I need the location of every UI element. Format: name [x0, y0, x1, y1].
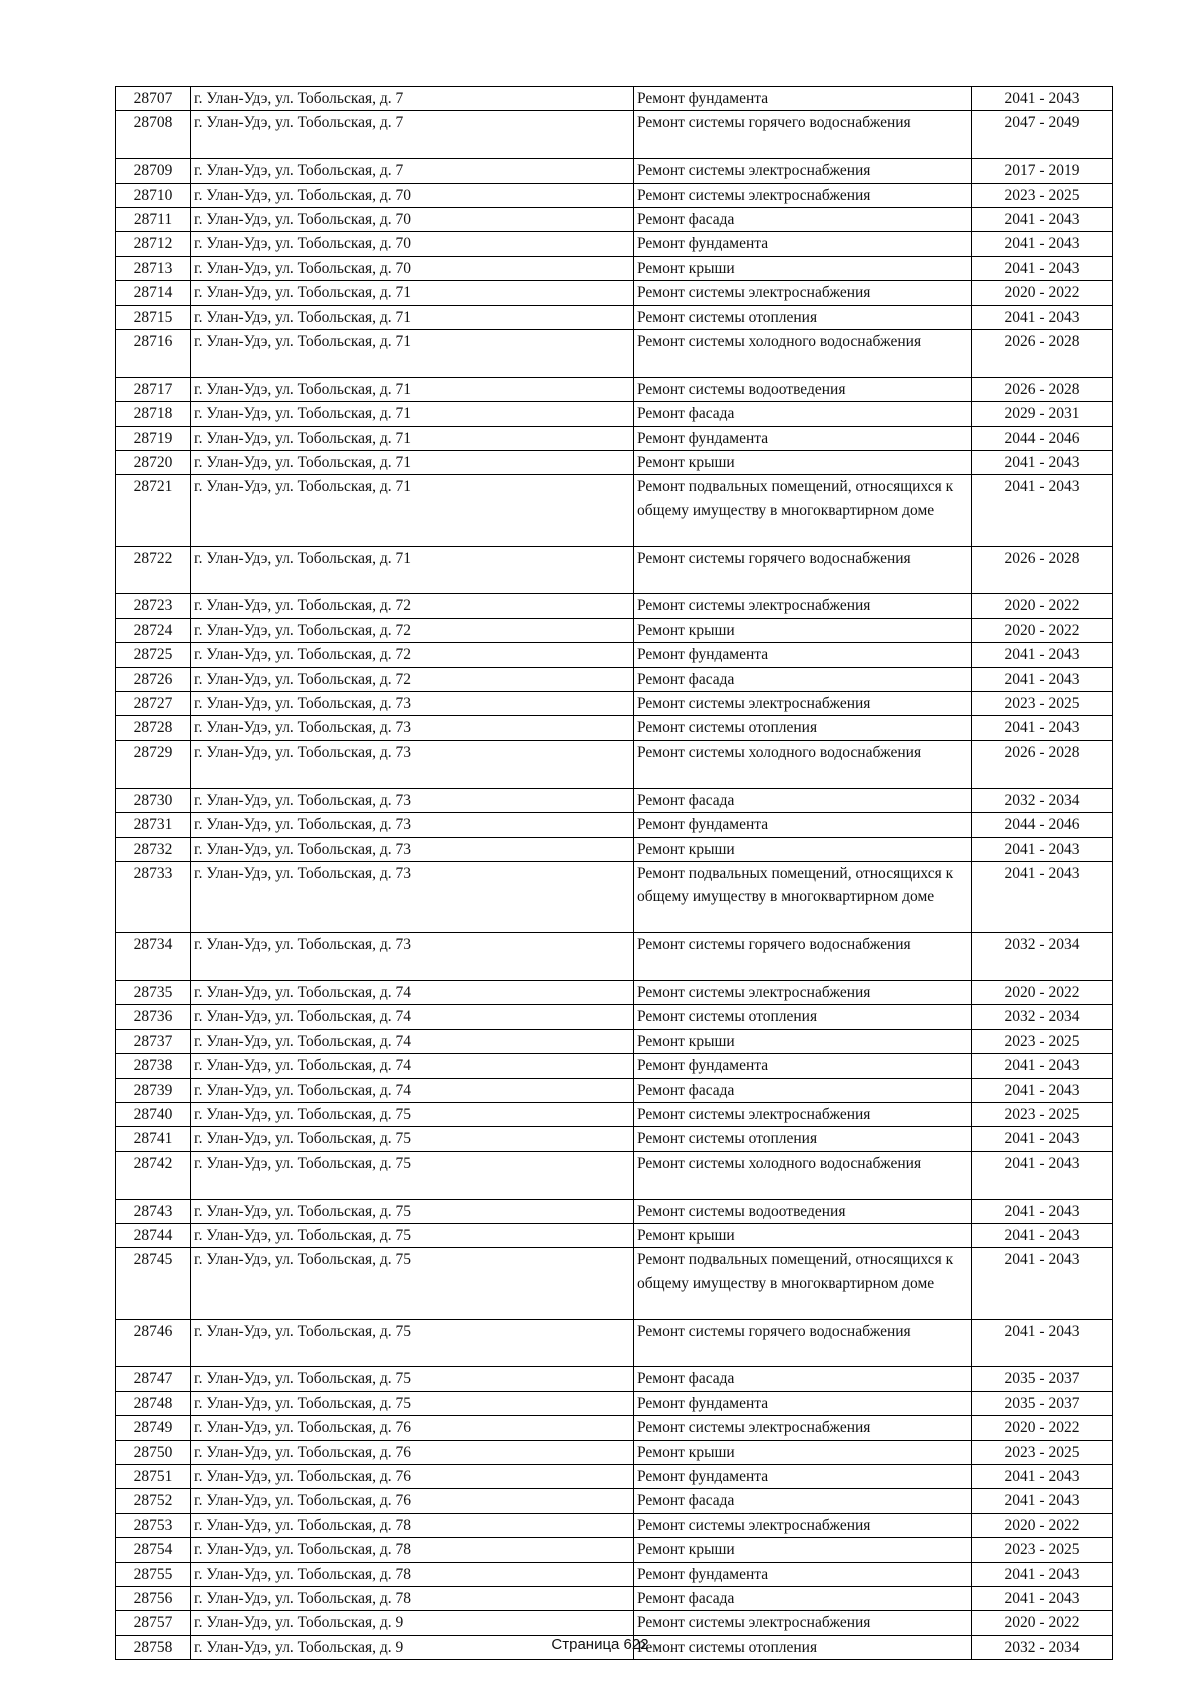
row-number: 28726 [116, 667, 191, 691]
table-row [116, 643, 1113, 667]
row-period: 2032 - 2034 [972, 1005, 1113, 1029]
row-work-type: Ремонт системы электроснабжения [634, 183, 972, 207]
row-work-type: Ремонт фундамента [634, 1391, 972, 1415]
row-address: г. Улан-Удэ, ул. Тобольская, д. 7 [191, 159, 634, 183]
row-address: г. Улан-Удэ, ул. Тобольская, д. 71 [191, 402, 634, 426]
row-address: г. Улан-Удэ, ул. Тобольская, д. 72 [191, 594, 634, 618]
row-period: 2041 - 2043 [972, 667, 1113, 691]
row-number: 28744 [116, 1223, 191, 1247]
row-period: 2041 - 2043 [972, 1319, 1113, 1367]
row-work-type: Ремонт подвальных помещений, относящихся к общему имуществу в многоквартирном доме [634, 861, 972, 932]
row-period: 2023 - 2025 [972, 1440, 1113, 1464]
row-number: 28751 [116, 1464, 191, 1488]
table-row [116, 330, 1113, 378]
row-address: г. Улан-Удэ, ул. Тобольская, д. 74 [191, 980, 634, 1004]
table-row [116, 933, 1113, 981]
row-number: 28733 [116, 861, 191, 932]
row-number: 28752 [116, 1489, 191, 1513]
table-row [116, 377, 1113, 401]
row-period: 2041 - 2043 [972, 475, 1113, 546]
row-address: г. Улан-Удэ, ул. Тобольская, д. 76 [191, 1464, 634, 1488]
table-row [116, 594, 1113, 618]
table-row [116, 232, 1113, 256]
row-address: г. Улан-Удэ, ул. Тобольская, д. 76 [191, 1489, 634, 1513]
row-number: 28728 [116, 716, 191, 740]
row-work-type: Ремонт системы электроснабжения [634, 692, 972, 716]
table-row [116, 1054, 1113, 1078]
row-number: 28713 [116, 256, 191, 280]
row-address: г. Улан-Удэ, ул. Тобольская, д. 71 [191, 377, 634, 401]
row-address: г. Улан-Удэ, ул. Тобольская, д. 75 [191, 1319, 634, 1367]
table-row [116, 402, 1113, 426]
table-row [116, 426, 1113, 450]
row-number: 28743 [116, 1199, 191, 1223]
row-address: г. Улан-Удэ, ул. Тобольская, д. 75 [191, 1151, 634, 1199]
table-row [116, 1102, 1113, 1126]
row-work-type: Ремонт системы электроснабжения [634, 1416, 972, 1440]
row-work-type: Ремонт системы электроснабжения [634, 1102, 972, 1126]
row-address: г. Улан-Удэ, ул. Тобольская, д. 78 [191, 1586, 634, 1610]
row-period: 2041 - 2043 [972, 1127, 1113, 1151]
row-period: 2023 - 2025 [972, 183, 1113, 207]
row-period: 2041 - 2043 [972, 1248, 1113, 1319]
row-period: 2026 - 2028 [972, 546, 1113, 594]
table-row [116, 1586, 1113, 1610]
table-body [116, 87, 1113, 1660]
table-row [116, 87, 1113, 111]
row-period: 2026 - 2028 [972, 740, 1113, 788]
row-period: 2020 - 2022 [972, 1513, 1113, 1537]
row-work-type: Ремонт подвальных помещений, относящихся к общему имуществу в многоквартирном доме [634, 1248, 972, 1319]
table-row [116, 159, 1113, 183]
row-work-type: Ремонт системы электроснабжения [634, 159, 972, 183]
row-address: г. Улан-Удэ, ул. Тобольская, д. 75 [191, 1102, 634, 1126]
table-row [116, 1248, 1113, 1319]
row-period: 2041 - 2043 [972, 1586, 1113, 1610]
row-address: г. Улан-Удэ, ул. Тобольская, д. 74 [191, 1029, 634, 1053]
row-number: 28757 [116, 1611, 191, 1635]
row-address: г. Улан-Удэ, ул. Тобольская, д. 73 [191, 716, 634, 740]
row-address: г. Улан-Удэ, ул. Тобольская, д. 7 [191, 87, 634, 111]
row-number: 28708 [116, 111, 191, 159]
row-address: г. Улан-Удэ, ул. Тобольская, д. 74 [191, 1005, 634, 1029]
row-work-type: Ремонт фасада [634, 208, 972, 232]
table-row [116, 1005, 1113, 1029]
row-address: г. Улан-Удэ, ул. Тобольская, д. 75 [191, 1367, 634, 1391]
row-period: 2041 - 2043 [972, 256, 1113, 280]
table-row [116, 1391, 1113, 1415]
row-work-type: Ремонт крыши [634, 618, 972, 642]
row-work-type: Ремонт системы водоотведения [634, 377, 972, 401]
row-number: 28750 [116, 1440, 191, 1464]
row-number: 28740 [116, 1102, 191, 1126]
row-number: 28736 [116, 1005, 191, 1029]
row-number: 28739 [116, 1078, 191, 1102]
row-number: 28712 [116, 232, 191, 256]
row-number: 28727 [116, 692, 191, 716]
row-address: г. Улан-Удэ, ул. Тобольская, д. 76 [191, 1416, 634, 1440]
row-work-type: Ремонт фасада [634, 788, 972, 812]
row-work-type: Ремонт фундамента [634, 1562, 972, 1586]
row-address: г. Улан-Удэ, ул. Тобольская, д. 7 [191, 111, 634, 159]
table-row [116, 740, 1113, 788]
row-address: г. Улан-Удэ, ул. Тобольская, д. 73 [191, 813, 634, 837]
row-number: 28723 [116, 594, 191, 618]
row-address: г. Улан-Удэ, ул. Тобольская, д. 75 [191, 1199, 634, 1223]
row-work-type: Ремонт фасада [634, 1586, 972, 1610]
table-row [116, 813, 1113, 837]
row-number: 28724 [116, 618, 191, 642]
row-address: г. Улан-Удэ, ул. Тобольская, д. 74 [191, 1078, 634, 1102]
row-work-type: Ремонт системы холодного водоснабжения [634, 1151, 972, 1199]
row-address: г. Улан-Удэ, ул. Тобольская, д. 78 [191, 1562, 634, 1586]
table-row [116, 1513, 1113, 1537]
row-number: 28711 [116, 208, 191, 232]
row-number: 28725 [116, 643, 191, 667]
row-work-type: Ремонт системы холодного водоснабжения [634, 330, 972, 378]
row-period: 2044 - 2046 [972, 813, 1113, 837]
table-row [116, 1416, 1113, 1440]
row-work-type: Ремонт фундамента [634, 1054, 972, 1078]
repair-schedule-table [115, 86, 1113, 1660]
row-period: 2041 - 2043 [972, 305, 1113, 329]
table-row [116, 716, 1113, 740]
row-address: г. Улан-Удэ, ул. Тобольская, д. 70 [191, 256, 634, 280]
row-work-type: Ремонт системы отопления [634, 716, 972, 740]
row-period: 2041 - 2043 [972, 208, 1113, 232]
table-row [116, 111, 1113, 159]
table-row [116, 1029, 1113, 1053]
row-address: г. Улан-Удэ, ул. Тобольская, д. 71 [191, 330, 634, 378]
row-address: г. Улан-Удэ, ул. Тобольская, д. 73 [191, 692, 634, 716]
row-work-type: Ремонт крыши [634, 451, 972, 475]
row-work-type: Ремонт системы отопления [634, 1005, 972, 1029]
row-period: 2041 - 2043 [972, 451, 1113, 475]
table-row [116, 1489, 1113, 1513]
row-work-type: Ремонт фундамента [634, 813, 972, 837]
table-row [116, 1151, 1113, 1199]
row-number: 28747 [116, 1367, 191, 1391]
row-address: г. Улан-Удэ, ул. Тобольская, д. 73 [191, 837, 634, 861]
row-work-type: Ремонт системы электроснабжения [634, 980, 972, 1004]
table-row [116, 980, 1113, 1004]
row-period: 2032 - 2034 [972, 788, 1113, 812]
row-address: г. Улан-Удэ, ул. Тобольская, д. 9 [191, 1611, 634, 1635]
table-row [116, 256, 1113, 280]
row-number: 28741 [116, 1127, 191, 1151]
table-row [116, 183, 1113, 207]
row-period: 2023 - 2025 [972, 1102, 1113, 1126]
row-work-type: Ремонт фасада [634, 402, 972, 426]
row-address: г. Улан-Удэ, ул. Тобольская, д. 73 [191, 861, 634, 932]
row-address: г. Улан-Удэ, ул. Тобольская, д. 70 [191, 183, 634, 207]
row-number: 28756 [116, 1586, 191, 1610]
row-period: 2041 - 2043 [972, 837, 1113, 861]
row-period: 2020 - 2022 [972, 281, 1113, 305]
row-number: 28753 [116, 1513, 191, 1537]
table-row [116, 208, 1113, 232]
row-address: г. Улан-Удэ, ул. Тобольская, д. 71 [191, 305, 634, 329]
table-row [116, 1538, 1113, 1562]
row-work-type: Ремонт системы водоотведения [634, 1199, 972, 1223]
row-number: 28745 [116, 1248, 191, 1319]
table-row [116, 837, 1113, 861]
row-period: 2041 - 2043 [972, 1562, 1113, 1586]
row-number: 28734 [116, 933, 191, 981]
table-row [116, 546, 1113, 594]
table-row [116, 861, 1113, 932]
table-row [116, 451, 1113, 475]
row-period: 2035 - 2037 [972, 1367, 1113, 1391]
row-number: 28738 [116, 1054, 191, 1078]
row-work-type: Ремонт системы холодного водоснабжения [634, 740, 972, 788]
row-period: 2041 - 2043 [972, 1054, 1113, 1078]
row-address: г. Улан-Удэ, ул. Тобольская, д. 71 [191, 451, 634, 475]
row-number: 28748 [116, 1391, 191, 1415]
row-work-type: Ремонт крыши [634, 1538, 972, 1562]
row-number: 28742 [116, 1151, 191, 1199]
row-address: г. Улан-Удэ, ул. Тобольская, д. 73 [191, 788, 634, 812]
row-address: г. Улан-Удэ, ул. Тобольская, д. 71 [191, 281, 634, 305]
table-row [116, 1464, 1113, 1488]
row-period: 2032 - 2034 [972, 933, 1113, 981]
row-period: 2023 - 2025 [972, 1538, 1113, 1562]
row-work-type: Ремонт подвальных помещений, относящихся к общему имуществу в многоквартирном доме [634, 475, 972, 546]
table-row [116, 788, 1113, 812]
row-work-type: Ремонт системы горячего водоснабжения [634, 111, 972, 159]
row-work-type: Ремонт системы электроснабжения [634, 1513, 972, 1537]
row-number: 28732 [116, 837, 191, 861]
row-number: 28722 [116, 546, 191, 594]
row-period: 2026 - 2028 [972, 330, 1113, 378]
row-address: г. Улан-Удэ, ул. Тобольская, д. 76 [191, 1440, 634, 1464]
row-number: 28720 [116, 451, 191, 475]
row-work-type: Ремонт системы электроснабжения [634, 594, 972, 618]
row-period: 2020 - 2022 [972, 1611, 1113, 1635]
row-period: 2041 - 2043 [972, 87, 1113, 111]
table-row [116, 1367, 1113, 1391]
row-address: г. Улан-Удэ, ул. Тобольская, д. 71 [191, 546, 634, 594]
row-period: 2044 - 2046 [972, 426, 1113, 450]
row-period: 2020 - 2022 [972, 618, 1113, 642]
row-number: 28735 [116, 980, 191, 1004]
table-row [116, 475, 1113, 546]
row-number: 28749 [116, 1416, 191, 1440]
table-row [116, 692, 1113, 716]
row-address: г. Улан-Удэ, ул. Тобольская, д. 78 [191, 1513, 634, 1537]
row-number: 28710 [116, 183, 191, 207]
row-period: 2041 - 2043 [972, 1199, 1113, 1223]
row-work-type: Ремонт системы отопления [634, 1127, 972, 1151]
table-row [116, 1611, 1113, 1635]
table-row [116, 1562, 1113, 1586]
row-period: 2020 - 2022 [972, 1416, 1113, 1440]
row-address: г. Улан-Удэ, ул. Тобольская, д. 72 [191, 618, 634, 642]
row-number: 28721 [116, 475, 191, 546]
row-number: 28716 [116, 330, 191, 378]
row-work-type: Ремонт крыши [634, 1029, 972, 1053]
row-number: 28730 [116, 788, 191, 812]
row-period: 2041 - 2043 [972, 1151, 1113, 1199]
row-period: 2041 - 2043 [972, 643, 1113, 667]
row-address: г. Улан-Удэ, ул. Тобольская, д. 74 [191, 1054, 634, 1078]
table-row [116, 1127, 1113, 1151]
row-period: 2017 - 2019 [972, 159, 1113, 183]
row-period: 2041 - 2043 [972, 1078, 1113, 1102]
row-number: 28731 [116, 813, 191, 837]
row-number: 28737 [116, 1029, 191, 1053]
row-number: 28715 [116, 305, 191, 329]
row-period: 2041 - 2043 [972, 716, 1113, 740]
row-address: г. Улан-Удэ, ул. Тобольская, д. 71 [191, 426, 634, 450]
table-row [116, 281, 1113, 305]
row-work-type: Ремонт системы электроснабжения [634, 1611, 972, 1635]
table-row [116, 305, 1113, 329]
table-row [116, 1319, 1113, 1367]
row-work-type: Ремонт фундамента [634, 643, 972, 667]
row-address: г. Улан-Удэ, ул. Тобольская, д. 70 [191, 208, 634, 232]
table-row [116, 1078, 1113, 1102]
row-number: 28709 [116, 159, 191, 183]
row-work-type: Ремонт крыши [634, 1440, 972, 1464]
row-address: г. Улан-Удэ, ул. Тобольская, д. 9 [191, 1635, 634, 1659]
row-address: г. Улан-Удэ, ул. Тобольская, д. 75 [191, 1223, 634, 1247]
row-period: 2026 - 2028 [972, 377, 1113, 401]
row-number: 28719 [116, 426, 191, 450]
row-period: 2041 - 2043 [972, 1489, 1113, 1513]
row-period: 2023 - 2025 [972, 1029, 1113, 1053]
row-number: 28746 [116, 1319, 191, 1367]
row-address: г. Улан-Удэ, ул. Тобольская, д. 72 [191, 643, 634, 667]
row-work-type: Ремонт фасада [634, 1078, 972, 1102]
row-work-type: Ремонт фундамента [634, 426, 972, 450]
table-row [116, 618, 1113, 642]
row-work-type: Ремонт системы горячего водоснабжения [634, 933, 972, 981]
row-address: г. Улан-Удэ, ул. Тобольская, д. 73 [191, 933, 634, 981]
table-row [116, 1199, 1113, 1223]
row-number: 28755 [116, 1562, 191, 1586]
row-address: г. Улан-Удэ, ул. Тобольская, д. 75 [191, 1127, 634, 1151]
table-row [116, 1223, 1113, 1247]
row-address: г. Улан-Удэ, ул. Тобольская, д. 71 [191, 475, 634, 546]
row-work-type: Ремонт крыши [634, 837, 972, 861]
row-period: 2041 - 2043 [972, 1223, 1113, 1247]
row-work-type: Ремонт фундамента [634, 232, 972, 256]
row-address: г. Улан-Удэ, ул. Тобольская, д. 70 [191, 232, 634, 256]
row-period: 2020 - 2022 [972, 980, 1113, 1004]
row-work-type: Ремонт фасада [634, 1367, 972, 1391]
row-work-type: Ремонт фундамента [634, 87, 972, 111]
row-number: 28718 [116, 402, 191, 426]
page-number: Страница 622 [551, 1636, 649, 1653]
row-period: 2029 - 2031 [972, 402, 1113, 426]
row-address: г. Улан-Удэ, ул. Тобольская, д. 75 [191, 1248, 634, 1319]
row-period: 2035 - 2037 [972, 1391, 1113, 1415]
row-address: г. Улан-Удэ, ул. Тобольская, д. 78 [191, 1538, 634, 1562]
row-work-type: Ремонт системы горячего водоснабжения [634, 546, 972, 594]
row-number: 28729 [116, 740, 191, 788]
row-work-type: Ремонт системы отопления [634, 305, 972, 329]
row-number: 28714 [116, 281, 191, 305]
row-work-type: Ремонт системы горячего водоснабжения [634, 1319, 972, 1367]
row-period: 2041 - 2043 [972, 861, 1113, 932]
row-work-type: Ремонт фундамента [634, 1464, 972, 1488]
row-number: 28754 [116, 1538, 191, 1562]
row-work-type: Ремонт системы электроснабжения [634, 281, 972, 305]
row-period: 2041 - 2043 [972, 1464, 1113, 1488]
row-work-type: Ремонт крыши [634, 256, 972, 280]
row-address: г. Улан-Удэ, ул. Тобольская, д. 72 [191, 667, 634, 691]
table-row [116, 1440, 1113, 1464]
table-row [116, 667, 1113, 691]
row-period: 2041 - 2043 [972, 232, 1113, 256]
row-number: 28717 [116, 377, 191, 401]
row-address: г. Улан-Удэ, ул. Тобольская, д. 75 [191, 1391, 634, 1415]
row-number: 28758 [116, 1635, 191, 1659]
row-period: 2047 - 2049 [972, 111, 1113, 159]
row-period: 2032 - 2034 [972, 1635, 1113, 1659]
row-work-type: Ремонт системы отопления [634, 1635, 972, 1659]
row-address: г. Улан-Удэ, ул. Тобольская, д. 73 [191, 740, 634, 788]
row-period: 2020 - 2022 [972, 594, 1113, 618]
row-work-type: Ремонт крыши [634, 1223, 972, 1247]
row-work-type: Ремонт фасада [634, 1489, 972, 1513]
row-number: 28707 [116, 87, 191, 111]
row-work-type: Ремонт фасада [634, 667, 972, 691]
row-period: 2023 - 2025 [972, 692, 1113, 716]
